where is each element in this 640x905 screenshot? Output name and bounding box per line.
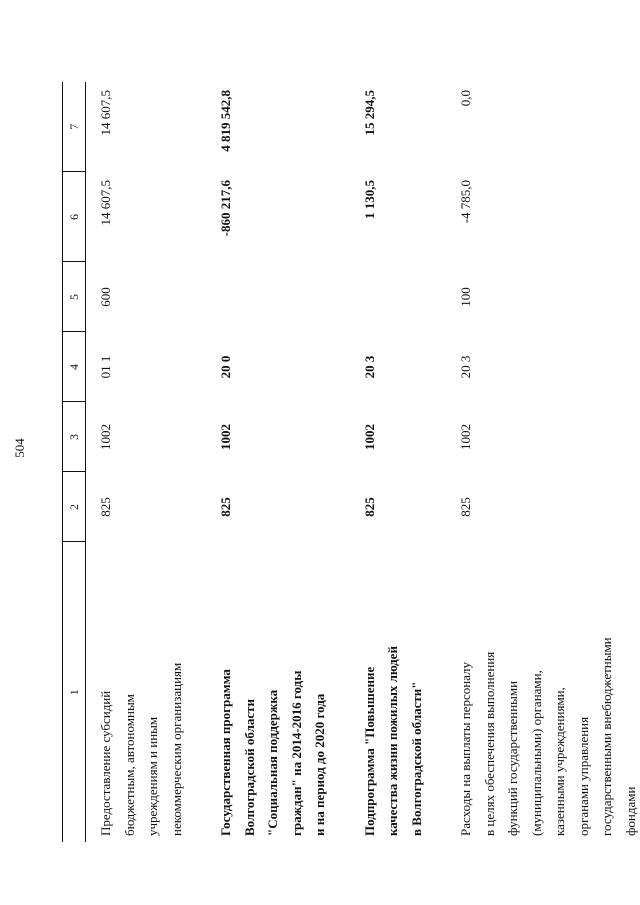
table-cell: -4 785,0 — [458, 180, 473, 224]
name-line: органами управления — [575, 716, 591, 836]
table-cell: -860 217,6 — [218, 180, 233, 237]
table-cell: 1002 — [458, 424, 473, 450]
name-line: Волгоградской области — [241, 698, 257, 836]
header-row — [63, 82, 86, 842]
table-cell: 4 819 542,8 — [218, 90, 233, 152]
table-row — [206, 82, 350, 842]
name-line: Предоставление субсидий — [98, 690, 113, 836]
name-line: качества жизни пожилых людей — [385, 646, 400, 836]
name-line: в целях обеспечения выполнения — [481, 651, 497, 836]
table-cell: 0,0 — [458, 90, 473, 107]
table-cell: 825 — [361, 497, 377, 517]
row-name-cell — [446, 542, 640, 842]
table-row — [350, 82, 447, 842]
name-line: Государственная программа — [218, 669, 233, 836]
name-line: и на период до 2020 года — [312, 693, 327, 836]
name-line: учреждениям и иным — [145, 716, 160, 836]
table-cell: 1002 — [98, 424, 113, 450]
table-row — [86, 82, 207, 842]
table-cell: 1 130,5 — [361, 180, 377, 219]
table-cell: 825 — [218, 497, 233, 517]
row-name-cell — [206, 542, 350, 842]
name-line: бюджетным, автономным — [121, 694, 137, 836]
name-line: "Социальная поддержка — [265, 689, 280, 836]
name-line: казенными учреждениями, — [552, 687, 567, 836]
table-cell: 825 — [98, 497, 113, 517]
column-header: 3 — [63, 402, 86, 472]
name-line: Расходы на выплаты персоналу — [458, 661, 473, 836]
name-line: Подпрограмма "Повышение — [361, 666, 377, 836]
column-header: 5 — [63, 262, 86, 332]
name-line: в Волгоградской области" — [408, 681, 424, 836]
name-line: фондами — [622, 786, 638, 836]
column-header: 7 — [63, 82, 86, 172]
name-line: функций государственными — [505, 680, 520, 836]
budget-table — [62, 82, 640, 842]
table-cell: 600 — [98, 287, 113, 307]
table-cell — [206, 262, 350, 332]
table-cell: 20 3 — [361, 355, 377, 379]
page-number: 504 — [11, 438, 27, 458]
table-cell — [350, 262, 447, 332]
column-header: 1 — [63, 542, 86, 842]
name-line: государственными внебюджетными — [599, 637, 614, 836]
column-header: 4 — [63, 332, 86, 402]
column-header: 2 — [63, 472, 86, 542]
table-cell: 20 0 — [218, 355, 233, 379]
name-line: некоммерческим организациям — [168, 662, 184, 836]
name-line: (муниципальными) органами, — [528, 670, 544, 836]
row-name-cell — [350, 542, 447, 842]
table-cell: 01 1 — [98, 355, 113, 379]
column-header: 6 — [63, 172, 86, 262]
table-cell: 1002 — [361, 424, 377, 450]
table-cell: 100 — [458, 287, 473, 307]
table-cell: 20 3 — [458, 355, 473, 379]
row-name-cell — [86, 542, 207, 842]
rotated-table-container — [62, 82, 638, 842]
table-cell: 1002 — [218, 424, 233, 450]
table-cell: 825 — [458, 497, 473, 517]
name-line: граждан" на 2014-2016 годы — [288, 670, 304, 836]
table-cell: 14 607,5 — [98, 180, 113, 226]
table-row — [446, 82, 640, 842]
table-cell: 14 607,5 — [98, 90, 113, 136]
table-cell: 15 294,5 — [361, 90, 377, 136]
